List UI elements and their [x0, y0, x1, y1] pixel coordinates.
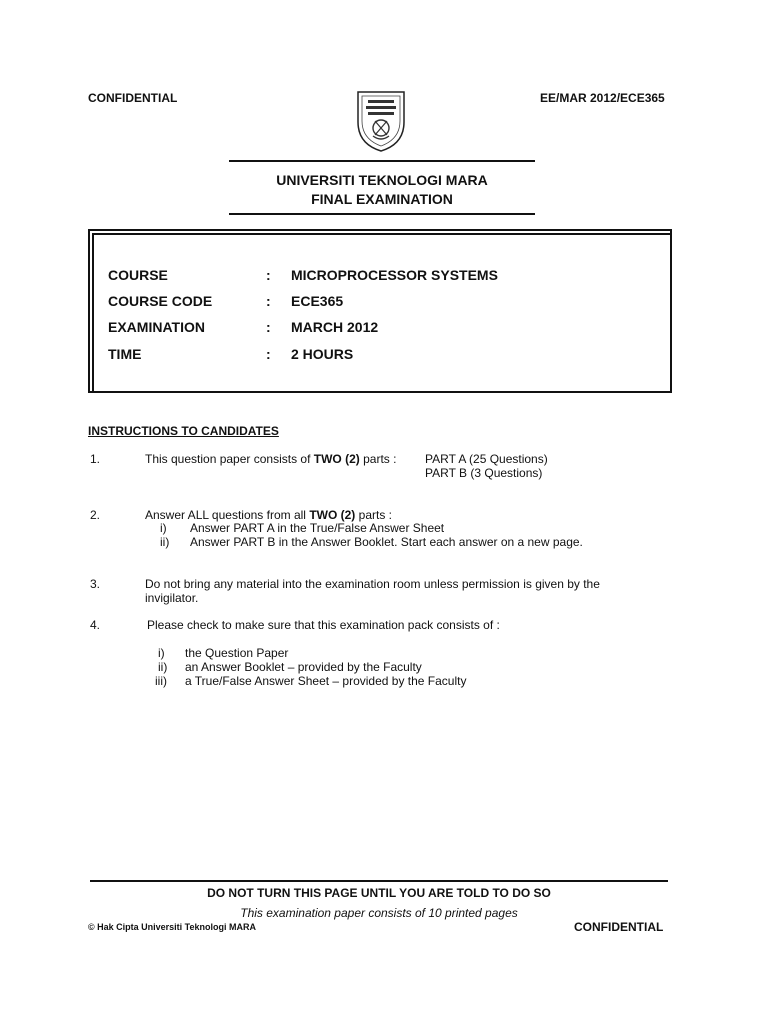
- examination-label: EXAMINATION: [108, 319, 205, 335]
- instruction-2-sub-2-text: Answer PART B in the Answer Booklet. Start each answer on a new page.: [190, 535, 583, 549]
- course-code-colon: :: [266, 293, 271, 309]
- course-value: MICROPROCESSOR SYSTEMS: [291, 267, 498, 283]
- instruction-4-sub-1-text: the Question Paper: [185, 646, 289, 660]
- instruction-2-text-pre: Answer ALL questions from all: [145, 508, 310, 522]
- time-value: 2 HOURS: [291, 346, 354, 362]
- footer-copyright: © Hak Cipta Universiti Teknologi MARA: [88, 922, 256, 932]
- footer-page-count: This examination paper consists of 10 printed pages: [240, 906, 518, 920]
- course-label: COURSE: [108, 267, 168, 283]
- instruction-1-text-post: parts :: [359, 452, 397, 466]
- instruction-2-text-post: parts :: [355, 508, 392, 522]
- instruction-2-text-bold: TWO (2): [309, 508, 356, 522]
- course-code-label: COURSE CODE: [108, 293, 213, 309]
- footer-rule: [90, 880, 668, 882]
- course-code-value: ECE365: [291, 293, 344, 309]
- instruction-1-text-bold: TWO (2): [313, 452, 360, 466]
- instruction-1-text-pre: This question paper consists of: [145, 452, 314, 466]
- footer-confidential: CONFIDENTIAL: [574, 920, 664, 934]
- time-label: TIME: [108, 346, 142, 362]
- instruction-1-part-a: PART A (25 Questions): [425, 452, 548, 466]
- instruction-4-sub-2-roman: ii): [158, 660, 168, 674]
- instruction-2-number: 2.: [90, 508, 101, 522]
- instruction-2-text: [145, 508, 392, 522]
- university-name: UNIVERSITI TEKNOLOGI MARA: [276, 172, 488, 188]
- exam-title: FINAL EXAMINATION: [311, 191, 453, 207]
- instruction-3-line-2: invigilator.: [145, 591, 199, 605]
- header-confidential: CONFIDENTIAL: [88, 91, 178, 105]
- examination-colon: :: [266, 319, 271, 335]
- instruction-1-part-b: PART B (3 Questions): [425, 466, 543, 480]
- title-top-rule: [229, 160, 535, 162]
- title-bottom-rule: [229, 213, 535, 215]
- examination-value: MARCH 2012: [291, 319, 379, 335]
- course-colon: :: [266, 267, 271, 283]
- instruction-2-sub-2-roman: ii): [160, 535, 170, 549]
- footer-warning: DO NOT TURN THIS PAGE UNTIL YOU ARE TOLD TO DO SO: [207, 886, 551, 900]
- instructions-heading: INSTRUCTIONS TO CANDIDATES: [88, 424, 279, 438]
- time-colon: :: [266, 346, 271, 362]
- instruction-4-number: 4.: [90, 618, 101, 632]
- instruction-1-text: [145, 452, 396, 466]
- instruction-2-sub-1-text: Answer PART A in the True/False Answer Sheet: [190, 521, 445, 535]
- uitm-crest-icon: [350, 88, 412, 154]
- instruction-2-sub-1-roman: i): [160, 521, 167, 535]
- instruction-3-line-1: Do not bring any material into the examination room unless permission is given by the: [145, 577, 600, 591]
- instruction-4-sub-3-text: a True/False Answer Sheet – provided by the Faculty: [185, 674, 467, 688]
- instruction-1-number: 1.: [90, 452, 101, 466]
- instruction-4-sub-2-text: an Answer Booklet – provided by the Faculty: [185, 660, 422, 674]
- instruction-4-text: Please check to make sure that this examination pack consists of :: [147, 618, 500, 632]
- header-exam-code: EE/MAR 2012/ECE365: [540, 91, 665, 105]
- instruction-3-number: 3.: [90, 577, 101, 591]
- instruction-4-sub-3-roman: iii): [155, 674, 167, 688]
- course-info-box-inner-border: [92, 233, 670, 391]
- instruction-4-sub-1-roman: i): [158, 646, 165, 660]
